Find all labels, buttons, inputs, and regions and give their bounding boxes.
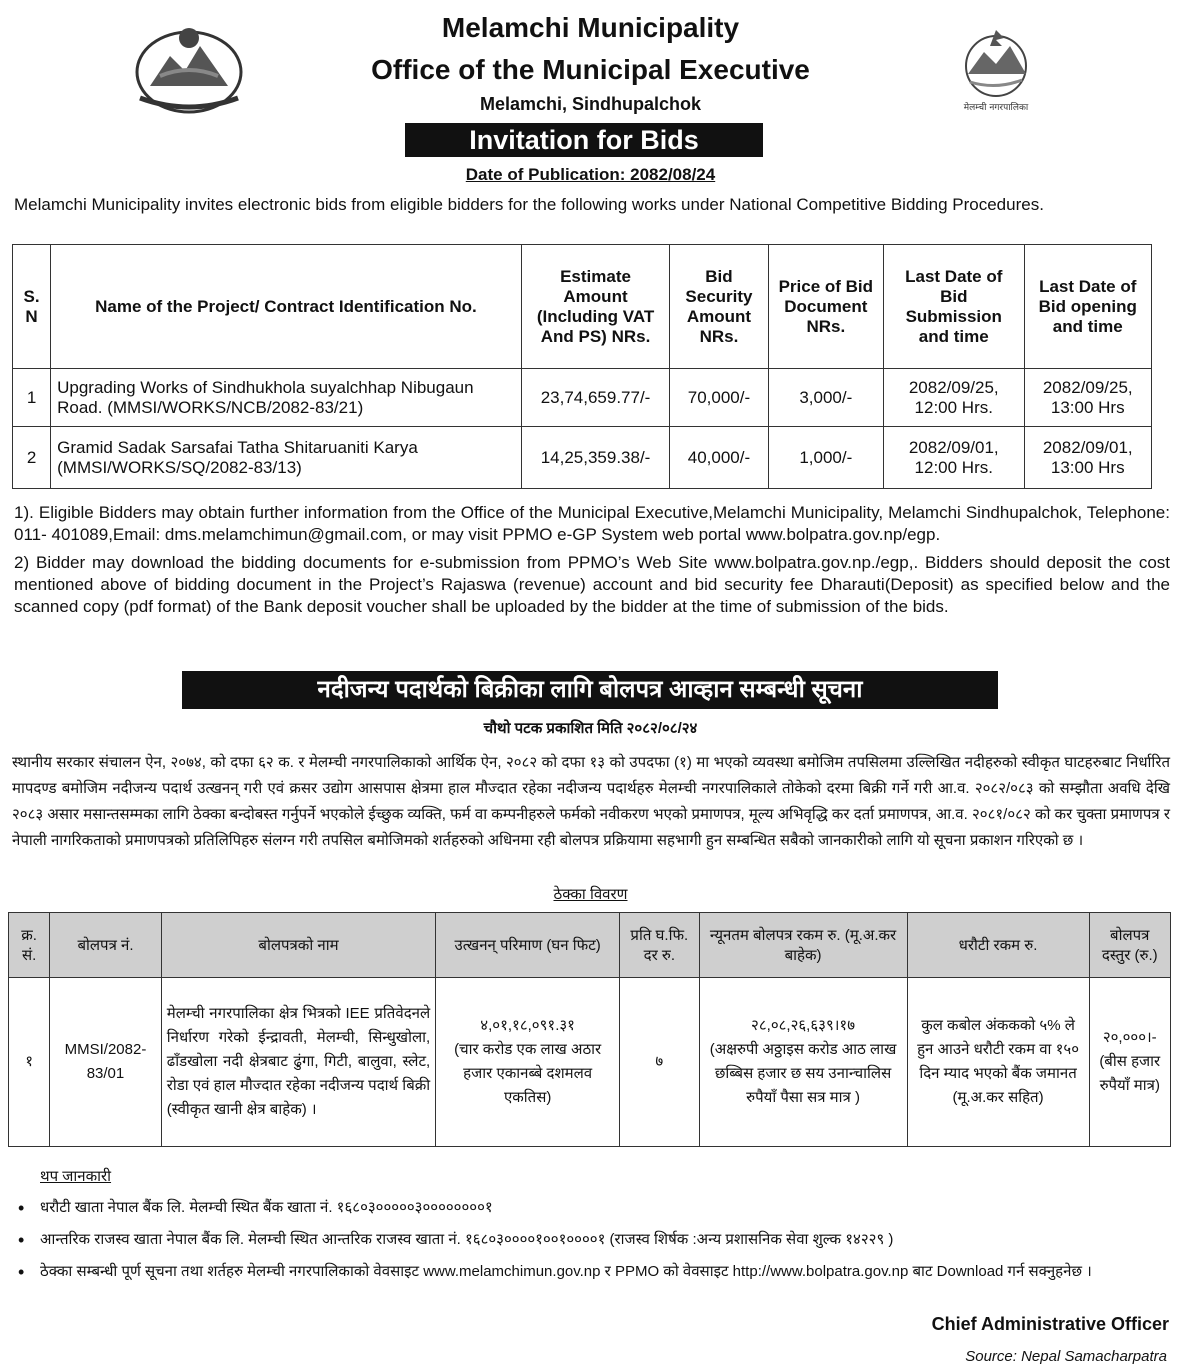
table-row: [13, 427, 1152, 489]
col-deposit: धरौटी रकम रु.: [907, 913, 1089, 978]
notes: [14, 502, 1170, 624]
cell-project-name: Upgrading Works of Sindhukhola suyalchhap Nibugaun Road. (MMSI/WORKS/NCB/2082-83/21): [51, 369, 522, 427]
office-name: Office of the Municipal Executive: [371, 54, 810, 85]
list-item: • धरौटी खाता नेपाल बैंक लि. मेलम्ची स्थित बैंक खाता नं. १६८०३०००००३००००००००१: [14, 1196, 1170, 1220]
cell-rate: ७: [620, 978, 699, 1147]
cell-doc-price: 1,000/-: [768, 427, 883, 489]
min-amount-value: २८,०८,२६,६३९।१७: [751, 1017, 856, 1034]
location: Melamchi, Sindhupalchok: [479, 94, 702, 114]
list-item: • आन्तरिक राजस्व खाता नेपाल बैंक लि. मेलम्ची स्थित आन्तरिक राजस्व खाता नं. १६८०३००००१००१००००१ (राजस्व शिर्षक :अन्य प्रशासनिक सेवा शुल्क १४२२९ ): [14, 1228, 1170, 1252]
col-opening: Last Date of Bid opening and time: [1024, 245, 1152, 369]
col-estimate: Estimate Amount (Including VAT And PS) NRs.: [521, 245, 670, 369]
cell-opening: 2082/09/01, 13:00 Hrs: [1024, 427, 1152, 489]
bids-table: [12, 244, 1152, 489]
cell-submission: 2082/09/25, 12:00 Hrs.: [884, 369, 1024, 427]
signature: Chief Administrative Officer: [931, 1314, 1169, 1334]
note-1: 1). Eligible Bidders may obtain further information from the Office of the Municipal Executive,Melamchi Municipality, Melamchi Sindhupalchok, Telephone: 011- 401089,Email: dms.melamchimun@gmail.com, or may visit PPMO e-GP System web portal www.bolpatra.gov.np/egp.: [14, 503, 1170, 544]
col-doc-price: Price of Bid Document NRs.: [768, 245, 883, 369]
col-rate: प्रति घ.फि. दर रु.: [620, 913, 699, 978]
cell-estimate: 14,25,359.38/-: [521, 427, 670, 489]
header: [0, 0, 1181, 184]
col-fee: बोलपत्र दस्तुर (रु.): [1089, 913, 1170, 978]
cell-quantity: [436, 978, 620, 1147]
nepali-paragraph: स्थानीय सरकार संचालन ऐन, २०७४, को दफा ६२ क. र मेलम्ची नगरपालिकाको आर्थिक ऐन, २०८२ को दफा १३ को उपदफा (१) मा भएको व्यवस्था बमोजिम तपसिलमा उल्लिखित नदीहरुको स्वीकृत घाटहरुबाट निर्धारित मापदण्ड बमोजिम नदीजन्य पदार्थ उत्खनन् गरी एवं क्रसर उद्योग आसपास क्षेत्रमा हाल मौज्दात रहेका नदीजन्य पदार्थहरु मेलम्ची नगरपालिकाले तोकेको दरमा बिक्री गर्ने गरी आ.व. २०८२/०८३ को सम्झौता अवधि देखि २०८३ असार मसान्तसम्मका लागि ठेक्का बन्दोबस्त गर्नुपर्ने भएकोले ईच्छुक व्यक्ति, फर्म वा कम्पनीहरुले फर्मको नवीकरण भएको प्रमाणपत्र, मूल्य अभिवृद्धि कर दर्ता प्रमाणपत्र, आ.व. २०८१/०८२ को कर चुक्ता प्रमाणपत्र र नेपाली नागरिकताको प्रमाणपत्रको प्रतिलिपिहरु संलग्न गरी तपसिल बमोजिमको शर्तहरुको अधिनमा रही बोलपत्र प्रक्रियामा सहभागी हुन सम्बन्धित सबैको जानकारीको लागि यो सूचना प्रकाशन गरिएको छ ।: [12, 754, 1170, 849]
cell-sn: १: [9, 978, 50, 1147]
nepali-banner: नदीजन्य पदार्थको बिक्रीका लागि बोलपत्र आव्हान सम्बन्धी सूचना: [182, 671, 998, 709]
cell-min-amount: [699, 978, 907, 1147]
cell-sn: 2: [13, 427, 51, 489]
municipality-logo-text: मेलम्ची नगरपालिका: [963, 103, 1029, 113]
col-quantity: उत्खनन् परिमाण (घन फिट): [436, 913, 620, 978]
additional-info-heading: थप जानकारी: [40, 1168, 112, 1185]
cell-deposit: कुल कबोल अंककको ५% ले हुन आउने धरौटी रकम वा १५० दिन म्याद भएको बैंक जमानत (मू.अ.कर सहित): [907, 978, 1089, 1147]
publication-date: Date of Publication: 2082/08/24: [465, 165, 716, 184]
cell-submission: 2082/09/01, 12:00 Hrs.: [884, 427, 1024, 489]
col-min-amount: न्यूनतम बोलपत्र रकम रु. (मू.अ.कर बाहेक): [699, 913, 907, 978]
col-sn: क्र. सं.: [9, 913, 50, 978]
cell-bid-name: मेलम्ची नगरपालिका क्षेत्र भित्रको IEE प्रतिवेदनले निर्धारण गरेको ईन्द्रावती, मेलम्ची, सिन्धुखोला, ढाँडखोला नदी क्षेत्रबाट ढुंगा, गिटी, बालुवा, स्लेट, रोडा एवं हाल मौज्दात रहेका नदीजन्य पदार्थ बिक्री (स्वीकृत खानी क्षेत्र बाहेक) ।: [161, 978, 435, 1147]
page-title: Invitation for Bids: [405, 123, 763, 157]
table-row: [13, 369, 1152, 427]
intro-text: Melamchi Municipality invites electronic bids from eligible bidders for the following works under National Competitive Bidding Procedures.: [14, 195, 1044, 214]
fee-value: २०,०००।-: [1102, 1029, 1157, 1046]
org-name: Melamchi Municipality: [441, 12, 740, 43]
cell-security: 40,000/-: [670, 427, 768, 489]
nepali-date: चौथो पटक प्रकाशित मिति २०८२/०८/२४: [483, 720, 698, 737]
cell-bid-no: MMSI/2082-83/01: [50, 978, 162, 1147]
cell-security: 70,000/-: [670, 369, 768, 427]
col-project-name: Name of the Project/ Contract Identification No.: [51, 245, 522, 369]
col-sn: S. N: [13, 245, 51, 369]
list-item: • ठेक्का सम्बन्धी पूर्ण सूचना तथा शर्तहरु मेलम्ची नगरपालिकाको वेवसाइट www.melamchimun.gov.np र PPMO को वेवसाइट http://www.bolpatra.gov.np बाट Download गर्न सक्नुहनेछ ।: [14, 1260, 1170, 1284]
col-security: Bid Security Amount NRs.: [670, 245, 768, 369]
table-row: [9, 978, 1171, 1147]
municipality-logo-icon: [952, 24, 1040, 114]
fee-words: (बीस हजार रुपैयाँ मात्र): [1099, 1053, 1161, 1094]
cell-fee: [1089, 978, 1170, 1147]
cell-project-name: Gramid Sadak Sarsafai Tatha Shitaruaniti Karya (MMSI/WORKS/SQ/2082-83/13): [51, 427, 522, 489]
cell-estimate: 23,74,659.77/-: [521, 369, 670, 427]
col-submission: Last Date of Bid Submission and time: [884, 245, 1024, 369]
col-bid-name: बोलपत्रको नाम: [161, 913, 435, 978]
nepali-sub-heading: ठेक्का विवरण: [553, 886, 628, 903]
note-2: 2) Bidder may download the bidding documents for e-submission from PPMO’s Web Site www.bolpatra.gov.np./egp,. Bidders should deposit the cost mentioned above of bidding document in the Project’s Rajaswa (revenue) account and bid security fee Dharauti(Deposit) as specified below and the scanned copy (pdf format) of the Bank deposit voucher shall be uploaded by the bidder at the time of submission of the bids.: [14, 553, 1170, 616]
quantity-value: ४,०१,१८,०९१.३१: [480, 1017, 575, 1034]
source-credit: Source: Nepal Samacharpatra: [965, 1348, 1167, 1365]
cell-doc-price: 3,000/-: [768, 369, 883, 427]
min-amount-words: (अक्षरुपी अठ्ठाइस करोड आठ लाख छब्बिस हजार छ सय उनान्चालिस रुपैयाँ पैसा सत्र मात्र ): [709, 1041, 897, 1106]
contract-table: [8, 912, 1171, 1147]
cell-sn: 1: [13, 369, 51, 427]
quantity-words: (चार करोड एक लाख अठार हजार एकानब्बे दशमलव एकतिस): [454, 1041, 602, 1106]
col-bid-no: बोलपत्र नं.: [50, 913, 162, 978]
cell-opening: 2082/09/25, 13:00 Hrs: [1024, 369, 1152, 427]
additional-info-list: [14, 1196, 1170, 1292]
